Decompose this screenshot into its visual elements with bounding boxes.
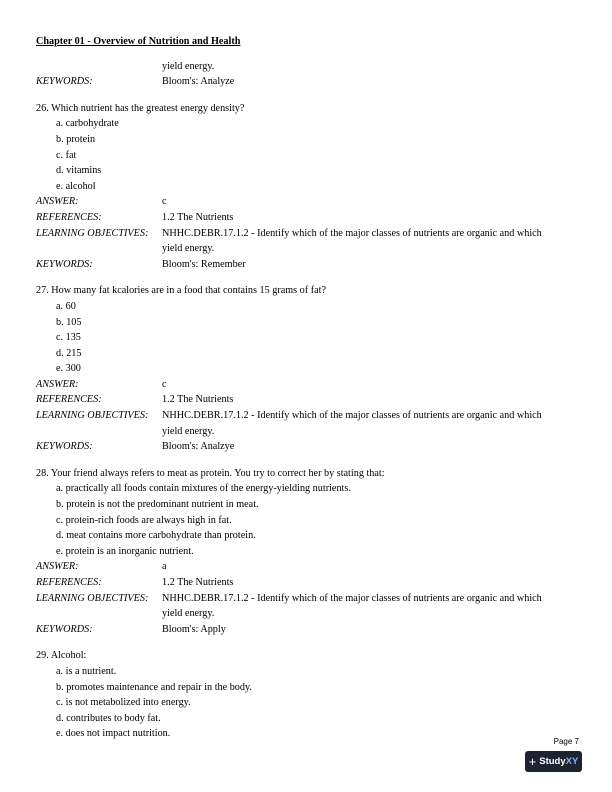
option-e: e. 300	[56, 363, 81, 375]
keywords-label: KEYWORDS:	[36, 623, 93, 635]
keywords-value: Bloom's: Analyze	[162, 76, 235, 88]
references-row	[36, 575, 581, 591]
answer-row	[36, 559, 581, 575]
keywords-label: KEYWORDS:	[36, 258, 93, 270]
references-label: REFERENCES:	[36, 394, 102, 406]
prev-continuation: yield energy.	[162, 60, 215, 72]
question-27	[36, 283, 581, 455]
objective-line-1: NHHC.DEBR.17.1.2 - Identify which of the major classes of nutrients are organic and which	[162, 592, 542, 604]
objective-line-2: yield energy.	[162, 243, 215, 255]
chapter-title: Chapter 01 - Overview of Nutrition and Health	[36, 36, 241, 47]
keywords-value: Bloom's: Apply	[162, 623, 226, 635]
option-a: a. is a nutrient.	[56, 665, 117, 677]
objectives-label: LEARNING OBJECTIVES:	[36, 227, 149, 239]
references-row	[36, 392, 581, 408]
answer-label: ANSWER:	[36, 196, 79, 208]
option-e: e. does not impact nutrition.	[56, 728, 171, 740]
keywords-label: KEYWORDS:	[36, 76, 93, 88]
objectives-label: LEARNING OBJECTIVES:	[36, 592, 149, 604]
references-label: REFERENCES:	[36, 577, 102, 588]
document-page	[36, 34, 581, 742]
objective-line-2: yield energy.	[162, 608, 215, 620]
option-a: a. 60	[56, 300, 76, 312]
option-c: c. 135	[56, 332, 81, 344]
question-text: 28. Your friend always refers to meat as protein. You try to correct her by stating that:	[36, 467, 385, 479]
prev-keywords-row	[36, 74, 581, 90]
keywords-label: KEYWORDS:	[36, 441, 93, 453]
references-row	[36, 210, 581, 226]
plus-icon: +	[528, 754, 537, 769]
keywords-value: Bloom's: Remember	[162, 258, 246, 270]
references-value: 1.2 The Nutrients	[162, 394, 234, 406]
option-d: d. vitamins	[56, 165, 102, 177]
answer-row	[36, 194, 581, 210]
option-b: b. promotes maintenance and repair in the body.	[56, 681, 252, 693]
option-a: a. practically all foods contain mixtures of the energy-yielding nutrients.	[56, 483, 351, 495]
objective-line-2: yield energy.	[162, 425, 215, 437]
references-value: 1.2 The Nutrients	[162, 577, 234, 588]
references-value: 1.2 The Nutrients	[162, 211, 234, 223]
option-b: b. 105	[56, 316, 82, 328]
option-b: b. protein	[56, 133, 96, 145]
option-c: c. fat	[56, 149, 77, 161]
answer-row	[36, 377, 581, 393]
option-e: e. protein is an inorganic nutrient.	[56, 545, 194, 557]
option-d: d. contributes to body fat.	[56, 712, 161, 724]
question-text: 29. Alcohol:	[36, 650, 87, 662]
keywords-row	[36, 622, 581, 638]
references-label: REFERENCES:	[36, 211, 102, 223]
option-c: c. protein-rich foods are always high in fat.	[56, 514, 232, 526]
question-29	[36, 648, 581, 742]
answer-value: c	[162, 378, 167, 390]
option-d: d. 215	[56, 347, 82, 359]
option-e: e. alcohol	[56, 180, 96, 192]
option-d: d. meat contains more carbohydrate than protein.	[56, 530, 256, 542]
page-number: Page 7	[553, 737, 579, 746]
brand-text: StudyXY	[539, 755, 579, 767]
objectives-row	[36, 226, 581, 257]
keywords-row	[36, 257, 581, 273]
studyxy-badge[interactable]	[525, 751, 582, 772]
prev-continuation-row	[36, 59, 581, 75]
answer-label: ANSWER:	[36, 561, 79, 573]
keywords-row	[36, 439, 581, 455]
objectives-label: LEARNING OBJECTIVES:	[36, 410, 149, 422]
option-c: c. is not metabolized into energy.	[56, 697, 191, 709]
option-b: b. protein is not the predominant nutrient in meat.	[56, 499, 259, 511]
objective-line-1: NHHC.DEBR.17.1.2 - Identify which of the major classes of nutrients are organic and which	[162, 410, 542, 422]
answer-value: c	[162, 196, 167, 208]
option-a: a. carbohydrate	[56, 118, 119, 130]
objective-line-1: NHHC.DEBR.17.1.2 - Identify which of the major classes of nutrients are organic and which	[162, 227, 542, 239]
question-28	[36, 466, 581, 638]
keywords-value: Bloom's: Analzye	[162, 441, 235, 453]
question-text: 26. Which nutrient has the greatest energy density?	[36, 102, 245, 114]
answer-label: ANSWER:	[36, 378, 79, 390]
question-26	[36, 101, 581, 273]
objectives-row	[36, 408, 581, 439]
answer-value: a	[162, 561, 167, 573]
objectives-row	[36, 591, 581, 622]
question-text: 27. How many fat kcalories are in a food that contains 15 grams of fat?	[36, 285, 326, 297]
